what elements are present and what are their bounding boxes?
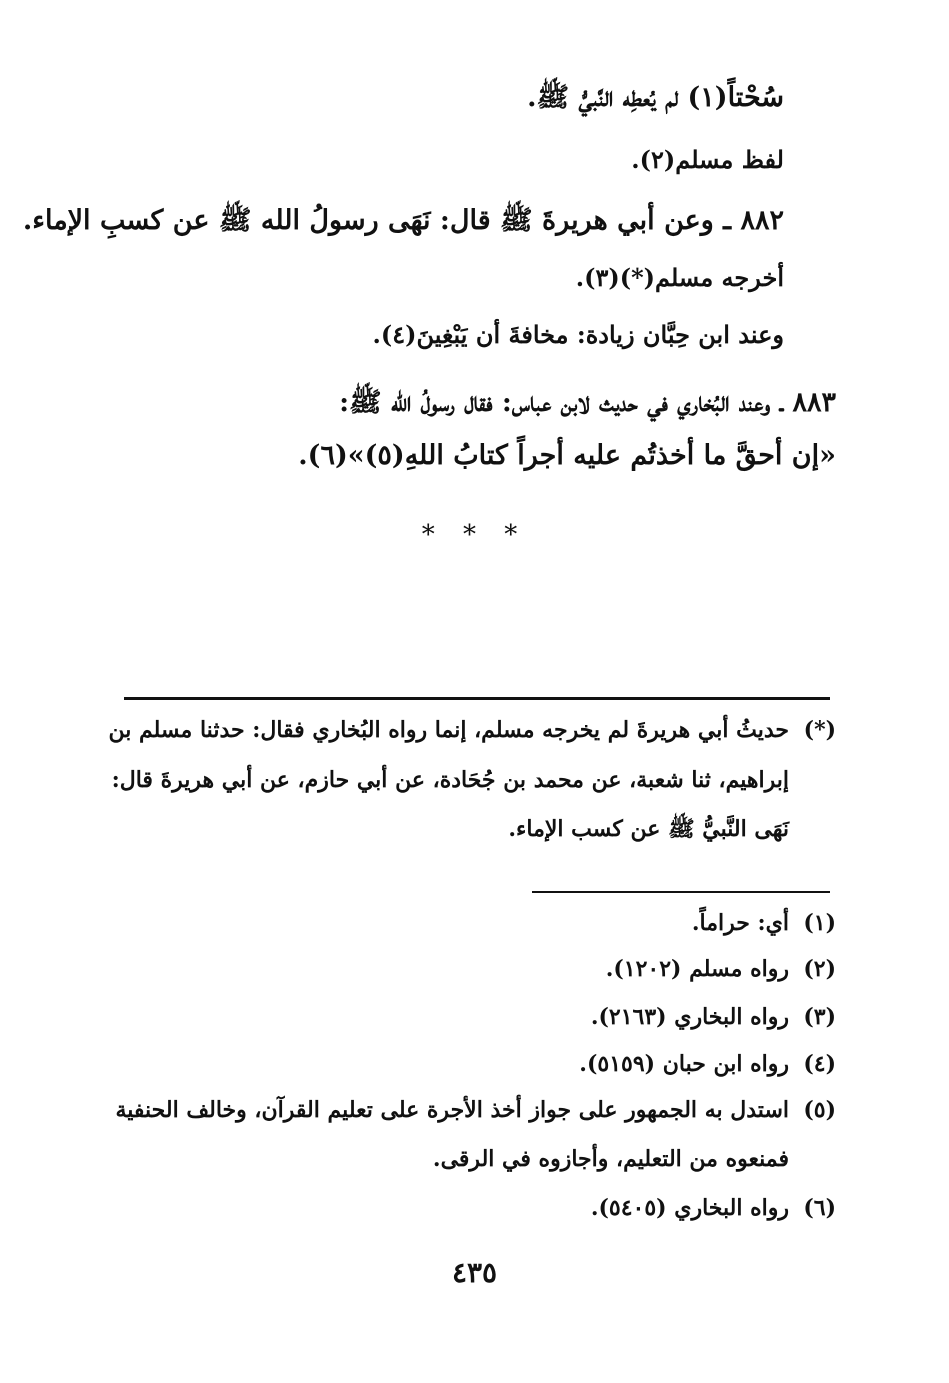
page-number: ٤٣٥	[451, 1256, 498, 1289]
footnote-3-text: رواه البخاري (٢١٦٣).	[590, 1004, 789, 1030]
footnote-6-marker: (٦)	[803, 1195, 836, 1221]
hadith-882-line-1: ٨٨٢ ـ وعن أبي هريرةَ ﷺ قال: نَهَى رسولُ الله ﷺ عن كسبِ الإماء.	[22, 205, 784, 236]
footnote-5-text-line-2: فمنعوه من التعليم، وأجازوه في الرقى.	[432, 1146, 789, 1172]
footnote-divider-long	[124, 697, 830, 700]
footnote-4-text: رواه ابن حبان (٥١٥٩).	[579, 1051, 789, 1077]
footnote-1-text: أي: حراماً.	[691, 910, 789, 936]
footnote-5-text-line-1: استدل به الجمهور على جواز أخذ الأجرة على تعليم القرآن، وخالف الحنفية	[115, 1097, 789, 1123]
footnote-2-text: رواه مسلم (١٢٠٢).	[605, 956, 789, 982]
editor-note-marker: (*)	[803, 717, 836, 743]
footnote-3-marker: (٣)	[803, 1004, 836, 1030]
footnote-4-marker: (٤)	[803, 1051, 836, 1077]
footnote-5-marker: (٥)	[803, 1097, 836, 1123]
footnote-1-marker: (١)	[803, 910, 836, 936]
footnote-6-text: رواه البخاري (٥٤٠٥).	[590, 1195, 789, 1221]
section-separator: * * *	[421, 520, 528, 550]
editor-note-line-1: حديثُ أبي هريرةَ لم يخرجه مسلم، إنما رواه البُخاري فقال: حدثنا مسلم بن	[108, 717, 789, 743]
hadith-883-line-2: «إن أحقَّ ما أخذتُم عليه أجراً كتابُ اللهِ(٥)»(٦).	[298, 440, 836, 471]
hadith-883-line-1: ٨٨٣ ـ وعند البُخاري في حديث لابن عباس: فقال رسولُ الله ﷺ:	[339, 387, 836, 418]
footnote-2-marker: (٢)	[803, 956, 836, 982]
footnote-divider-short	[532, 891, 830, 893]
hadith-882-line-3: وعند ابن حِبَّان زيادة: مخافةَ أن يَبْغِينَ(٤).	[372, 320, 784, 349]
main-line-1: سُحْتاً(١) لم يُعطِه النَّبيُّ ﷺ.	[527, 82, 784, 113]
editor-note-line-3: نَهَى النَّبيُّ ﷺ عن كسب الإماء.	[508, 816, 789, 842]
hadith-882-line-2: أخرجه مسلم(*)(٣).	[575, 263, 784, 292]
editor-note-line-2: إبراهيم، ثنا شعبة، عن محمد بن جُحَادة، عن أبي حازم، عن أبي هريرةَ قال:	[111, 767, 789, 793]
main-line-2: لفظ مسلم(٢).	[631, 145, 784, 174]
